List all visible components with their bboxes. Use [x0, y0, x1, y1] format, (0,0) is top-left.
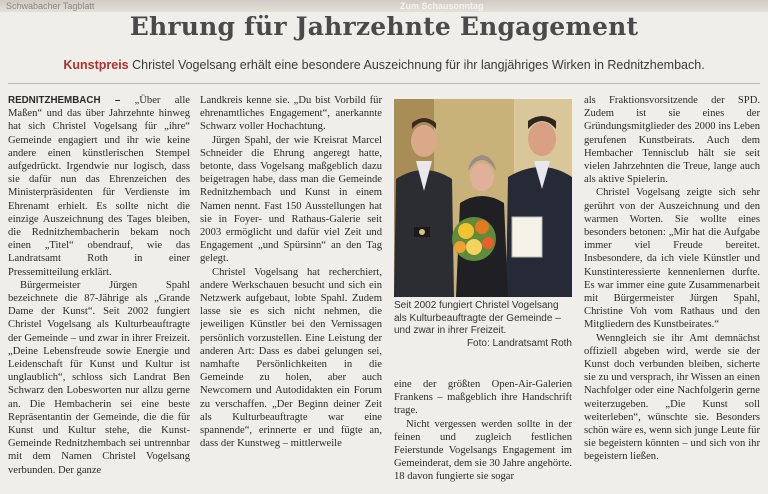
article-headline: Ehrung für Jahrzehnte Engagement: [129, 12, 639, 41]
article-photo: [394, 99, 572, 297]
paragraph: eine der größten Open-Air-Galerien Frankens – maßgeblich ihre Handschrift trage.: [394, 379, 572, 417]
paragraph: [8, 94, 190, 279]
paragraph: Bürgermeister Jürgen Spahl bezeichnete die 87-Jährige als „Grande Dame der Kunst“. Seit 2002 fungiert Christel Vogelsang als Kulturbeauftragte der Gemeinde – und zwar in ihrer Freizeit. „Deine Lebensfreude sowie Energie und Leidenschaft für Kunst und Kultur ist unglaublich“, schloss sich Landrat Ben Schwarz den Lobesworten nur allzu gerne an. Die Hembacherin sei eine beste Repräsentantin der Gemeinde, die die für Kunst und Kultur stehe, die Kunst-Gemeinde Rednitzhembach sei untrennbar mit dem Namen Christel Vogelsang verbunden. Der ganze: [8, 279, 190, 476]
paragraph: Wenngleich sie ihr Amt demnächst offiziell abgeben wird, werde sie der Kunst doch verbunden bleiben, sicherte sie zu und versprach, ihr Wissen an einen Nachfolger oder eine Nachfolgerin gerne weiterzugeben. „Die Kunst soll weiterleben“, wünschte sie. Besonders schön wäre es, wenn sich junge Leute für sie begeistern könnten – und sich von ihr begeistern ließen.: [584, 332, 760, 463]
headline-divider: [8, 83, 760, 84]
column-2: [200, 94, 382, 486]
article-subheadline: [0, 58, 768, 72]
column-1: [8, 94, 190, 486]
paragraph: Jürgen Spahl, der wie Kreisrat Marcel Schneider die Ehrung angeregt hatte, betonte, dass Vogelsang maßgeblich dazu beigetragen habe, dass man die Gemeinde Rednitzhembach und Kunst in einem Namen nennt. Fast 150 Ausstellungen hat sie in Foyer- und Rathaus-Galerie seit 2003 ermöglicht und dafür viel Zeit und Engagement „und Spürsinn“ an den Tag gelegt.: [200, 134, 382, 265]
photo-illustration: [394, 99, 572, 297]
column-4: [584, 94, 760, 486]
paragraph: Christel Vogelsang zeigte sich sehr gerührt von der Auszeichnung und den warmen Worten. Sie wollte eines besonders betonen: „Mir hat die Aufgabe immer viel Freude bereitet. Insbesondere, da ich viele Künstler und Kunstinteressierte kennenlernen durfte. Es war immer eine gute Zusammenarbeit mit Bürgermeister Jürgen Spahl, Christine Voh vom Rathaus und den Mitgliedern des Kunstbeirates.“: [584, 187, 760, 331]
paragraph: Landkreis kenne sie. „Du bist Vorbild für ehrenamtliches Engagement“, anerkannte Schwarz voller Hochachtung.: [200, 95, 382, 133]
dateline: REDNITZHEMBACH –: [8, 95, 121, 106]
photo-caption: Seit 2002 fungiert Christel Vogelsang als Kulturbeauftragte der Gemeinde – und zwar in ihrer Freizeit.: [394, 300, 561, 336]
paragraph: Nicht vergessen werden sollte in der feinen und zugleich festlichen Feierstunde Vogelsangs Engagement im Gemeinderat, dem sie 30 Jahre angehörte. 18 davon fungierte sie sogar: [394, 418, 572, 483]
publication-name: Schwabacher Tagblatt: [6, 1, 95, 11]
paragraph: Christel Vogelsang hat recherchiert, andere Werkschauen besucht und sich ein Netzwerk aufgebaut, lobte Spahl. Zudem lasse sie es sich nicht nehmen, die jeweiligen Künstler bei den Vernissagen persönlich vorzustellen. Eine Leistung der anderen Art: Dass es dabei gelungen sei, namhafte Persönlichkeiten in die Gemeinde zu holen, aber auch Newcomern und Autodidakten ein Forum zu verschaffen. „Der Beginn deiner Zeit als Kulturbeauftragte war eine spannende“, erinnerte er und fügte an, dass der Kunstweg – mittlerweile: [200, 266, 382, 450]
photo-credit: Foto: Landratsamt Roth: [466, 338, 572, 349]
kicker: Kunstpreis: [63, 58, 129, 72]
paragraph-text: „Über alle Maßen“ und das über Jahrzehnte hinweg hat sich Christel Vogelsang für „ihre“ Gemeinde engagiert und ihr wie keine andere einen künstlerischen Stempel aufgedrückt. Irgendwie nur logisch, dass sie dafür nun das Ehrenzeichen des Ministerpräsidenten für Verdienste im Ehrenamt erhielt. Es sollte nicht die einzige Auszeichnung des Tages bleiben, die Rednitzhembacherin bekam noch einen „Titel“ obendrauf, wie das Landratsamt Roth in einer Pressemitteilung erklärt.: [8, 95, 190, 278]
section-teaser: Zum Schausonntag: [400, 1, 484, 11]
column-3: [394, 378, 572, 486]
subheadline-text: Christel Vogelsang erhält eine besondere Auszeichnung für ihr langjähriges Wirken in Rednitzhembach.: [132, 58, 705, 72]
paragraph: als Fraktionsvorsitzende der SPD. Zudem ist sie eines der Gründungsmitglieder des 2000 ins Leben gerufenen Kunstbeirats. Auch dem Hembacher Tennisclub hält sie seit vielen Jahrzehnten die Treue, lange auch als aktive Spielerin.: [584, 95, 760, 186]
page-header-strip: [0, 0, 768, 12]
